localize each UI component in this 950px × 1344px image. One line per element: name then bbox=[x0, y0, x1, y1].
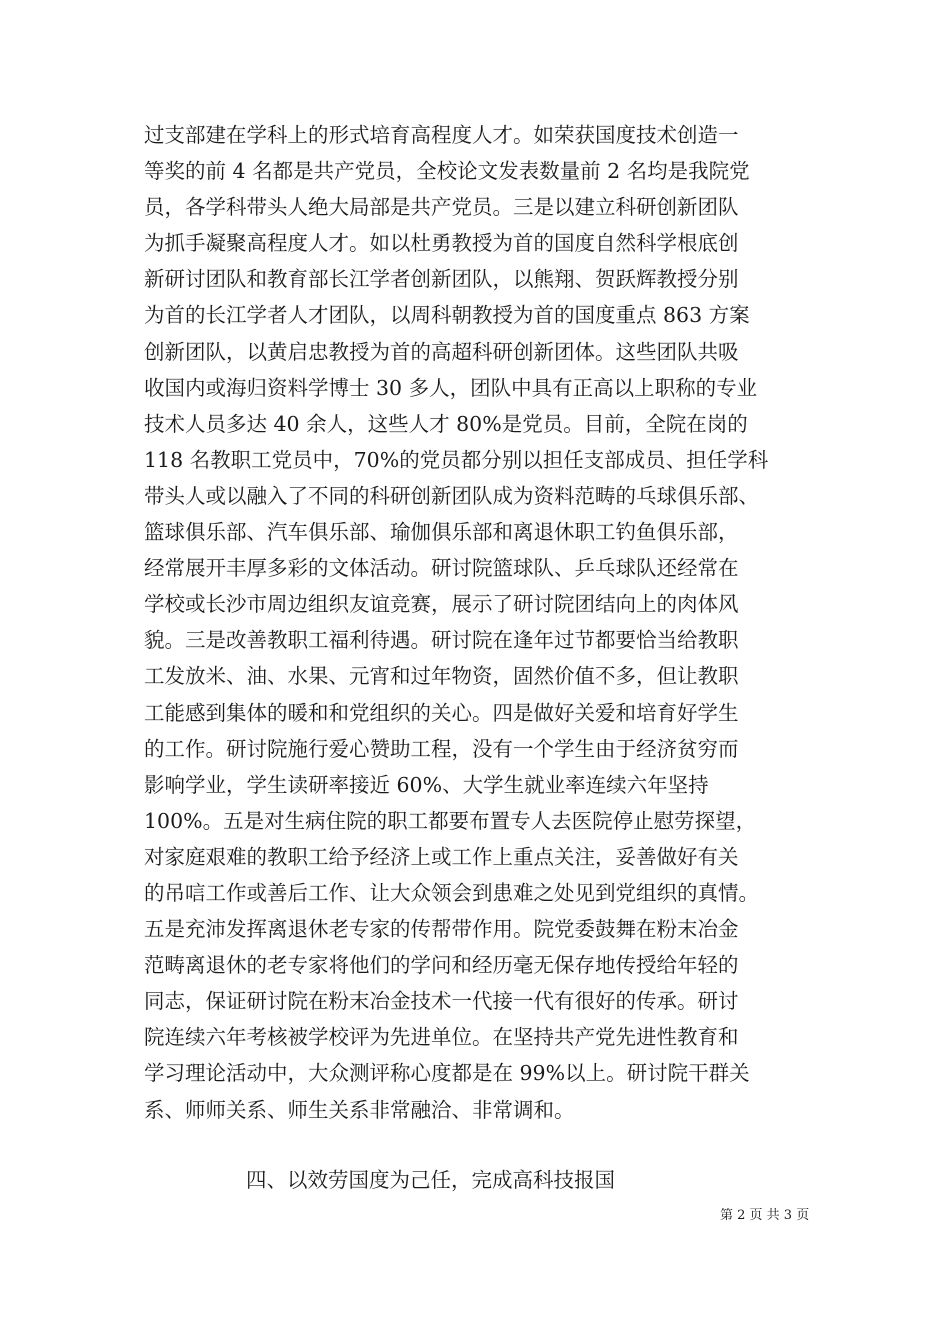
text-line: 工能感到集体的暖和和党组织的关心。四是做好关爱和培育好学生 bbox=[144, 700, 739, 725]
text-line: 创新团队，以黄启忠教授为首的高超科研创新团体。这些团队共吸 bbox=[144, 339, 739, 364]
text-line: 同志，保证研讨院在粉末冶金技术一代接一代有很好的传承。研讨 bbox=[144, 989, 739, 1014]
text-line: 院连续六年考核被学校评为先进单位。在坚持共产党先进性教育和 bbox=[144, 1025, 739, 1050]
text-line: 系、师师关系、师生关系非常融洽、非常调和。 bbox=[144, 1097, 575, 1122]
text-line: 经常展开丰厚多彩的文体活动。研讨院篮球队、乒乓球队还经常在 bbox=[144, 556, 739, 581]
text-line: 对家庭艰难的教职工给予经济上或工作上重点关注，妥善做好有关 bbox=[144, 844, 739, 869]
text-line: 的吊唁工作或善后工作、让大众领会到患难之处见到党组织的真情。 bbox=[144, 880, 759, 905]
text-line: 篮球俱乐部、汽车俱乐部、瑜伽俱乐部和离退休职工钓鱼俱乐部， bbox=[144, 520, 739, 545]
text-line: 学习理论活动中，大众测评称心度都是在 99%以上。研讨院干群关 bbox=[144, 1061, 750, 1086]
text-line: 范畴离退休的老专家将他们的学问和经历毫无保存地传授给年轻的 bbox=[144, 953, 739, 978]
text-line: 技术人员多达 40 余人，这些人才 80%是党员。目前，全院在岗的 bbox=[144, 411, 748, 436]
text-line: 的工作。研讨院施行爱心赞助工程，没有一个学生由于经济贫穷而 bbox=[144, 736, 739, 761]
text-line: 工发放米、油、水果、元宵和过年物资，固然价值不多，但让教职 bbox=[144, 664, 739, 689]
text-line: 影响学业，学生读研率接近 60%、大学生就业率连续六年坚持 bbox=[144, 772, 709, 797]
text-line: 新研讨团队和教育部长江学者创新团队，以熊翔、贺跃辉教授分别 bbox=[144, 267, 739, 292]
text-line: 为首的长江学者人才团队，以周科朝教授为首的国度重点 863 方案 bbox=[144, 303, 750, 328]
body-text bbox=[144, 117, 824, 1128]
text-line: 等奖的前 4 名都是共产党员，全校论文发表数量前 2 名均是我院党 bbox=[144, 159, 750, 184]
text-line: 118 名教职工党员中，70%的党员都分别以担任支部成员、担任学科 bbox=[144, 447, 769, 472]
text-line: 收国内或海归资料学博士 30 多人，团队中具有正高以上职称的专业 bbox=[144, 375, 758, 400]
section-heading: 四、以效劳国度为己任，完成高科技报国 bbox=[246, 1168, 615, 1192]
text-line: 员，各学科带头人绝大局部是共产党员。三是以建立科研创新团队 bbox=[144, 195, 739, 220]
text-line: 学校或长沙市周边组织友谊竞赛，展示了研讨院团结向上的肉体风 bbox=[144, 592, 739, 617]
page-number: 第 2 页 共 3 页 bbox=[720, 1208, 810, 1223]
text-line: 100%。五是对生病住院的职工都要布置专人去医院停止慰劳探望， bbox=[144, 808, 757, 833]
text-line: 为抓手凝聚高程度人才。如以杜勇教授为首的国度自然科学根底创 bbox=[144, 231, 739, 256]
text-line: 过支部建在学科上的形式培育高程度人才。如荣获国度技术创造一 bbox=[144, 123, 739, 147]
text-line: 五是充沛发挥离退休老专家的传帮带作用。院党委鼓舞在粉末冶金 bbox=[144, 917, 739, 942]
text-line: 带头人或以融入了不同的科研创新团队成为资料范畴的乓球俱乐部、 bbox=[144, 483, 759, 508]
text-line: 貌。三是改善教职工福利待遇。研讨院在逢年过节都要恰当给教职 bbox=[144, 628, 739, 653]
